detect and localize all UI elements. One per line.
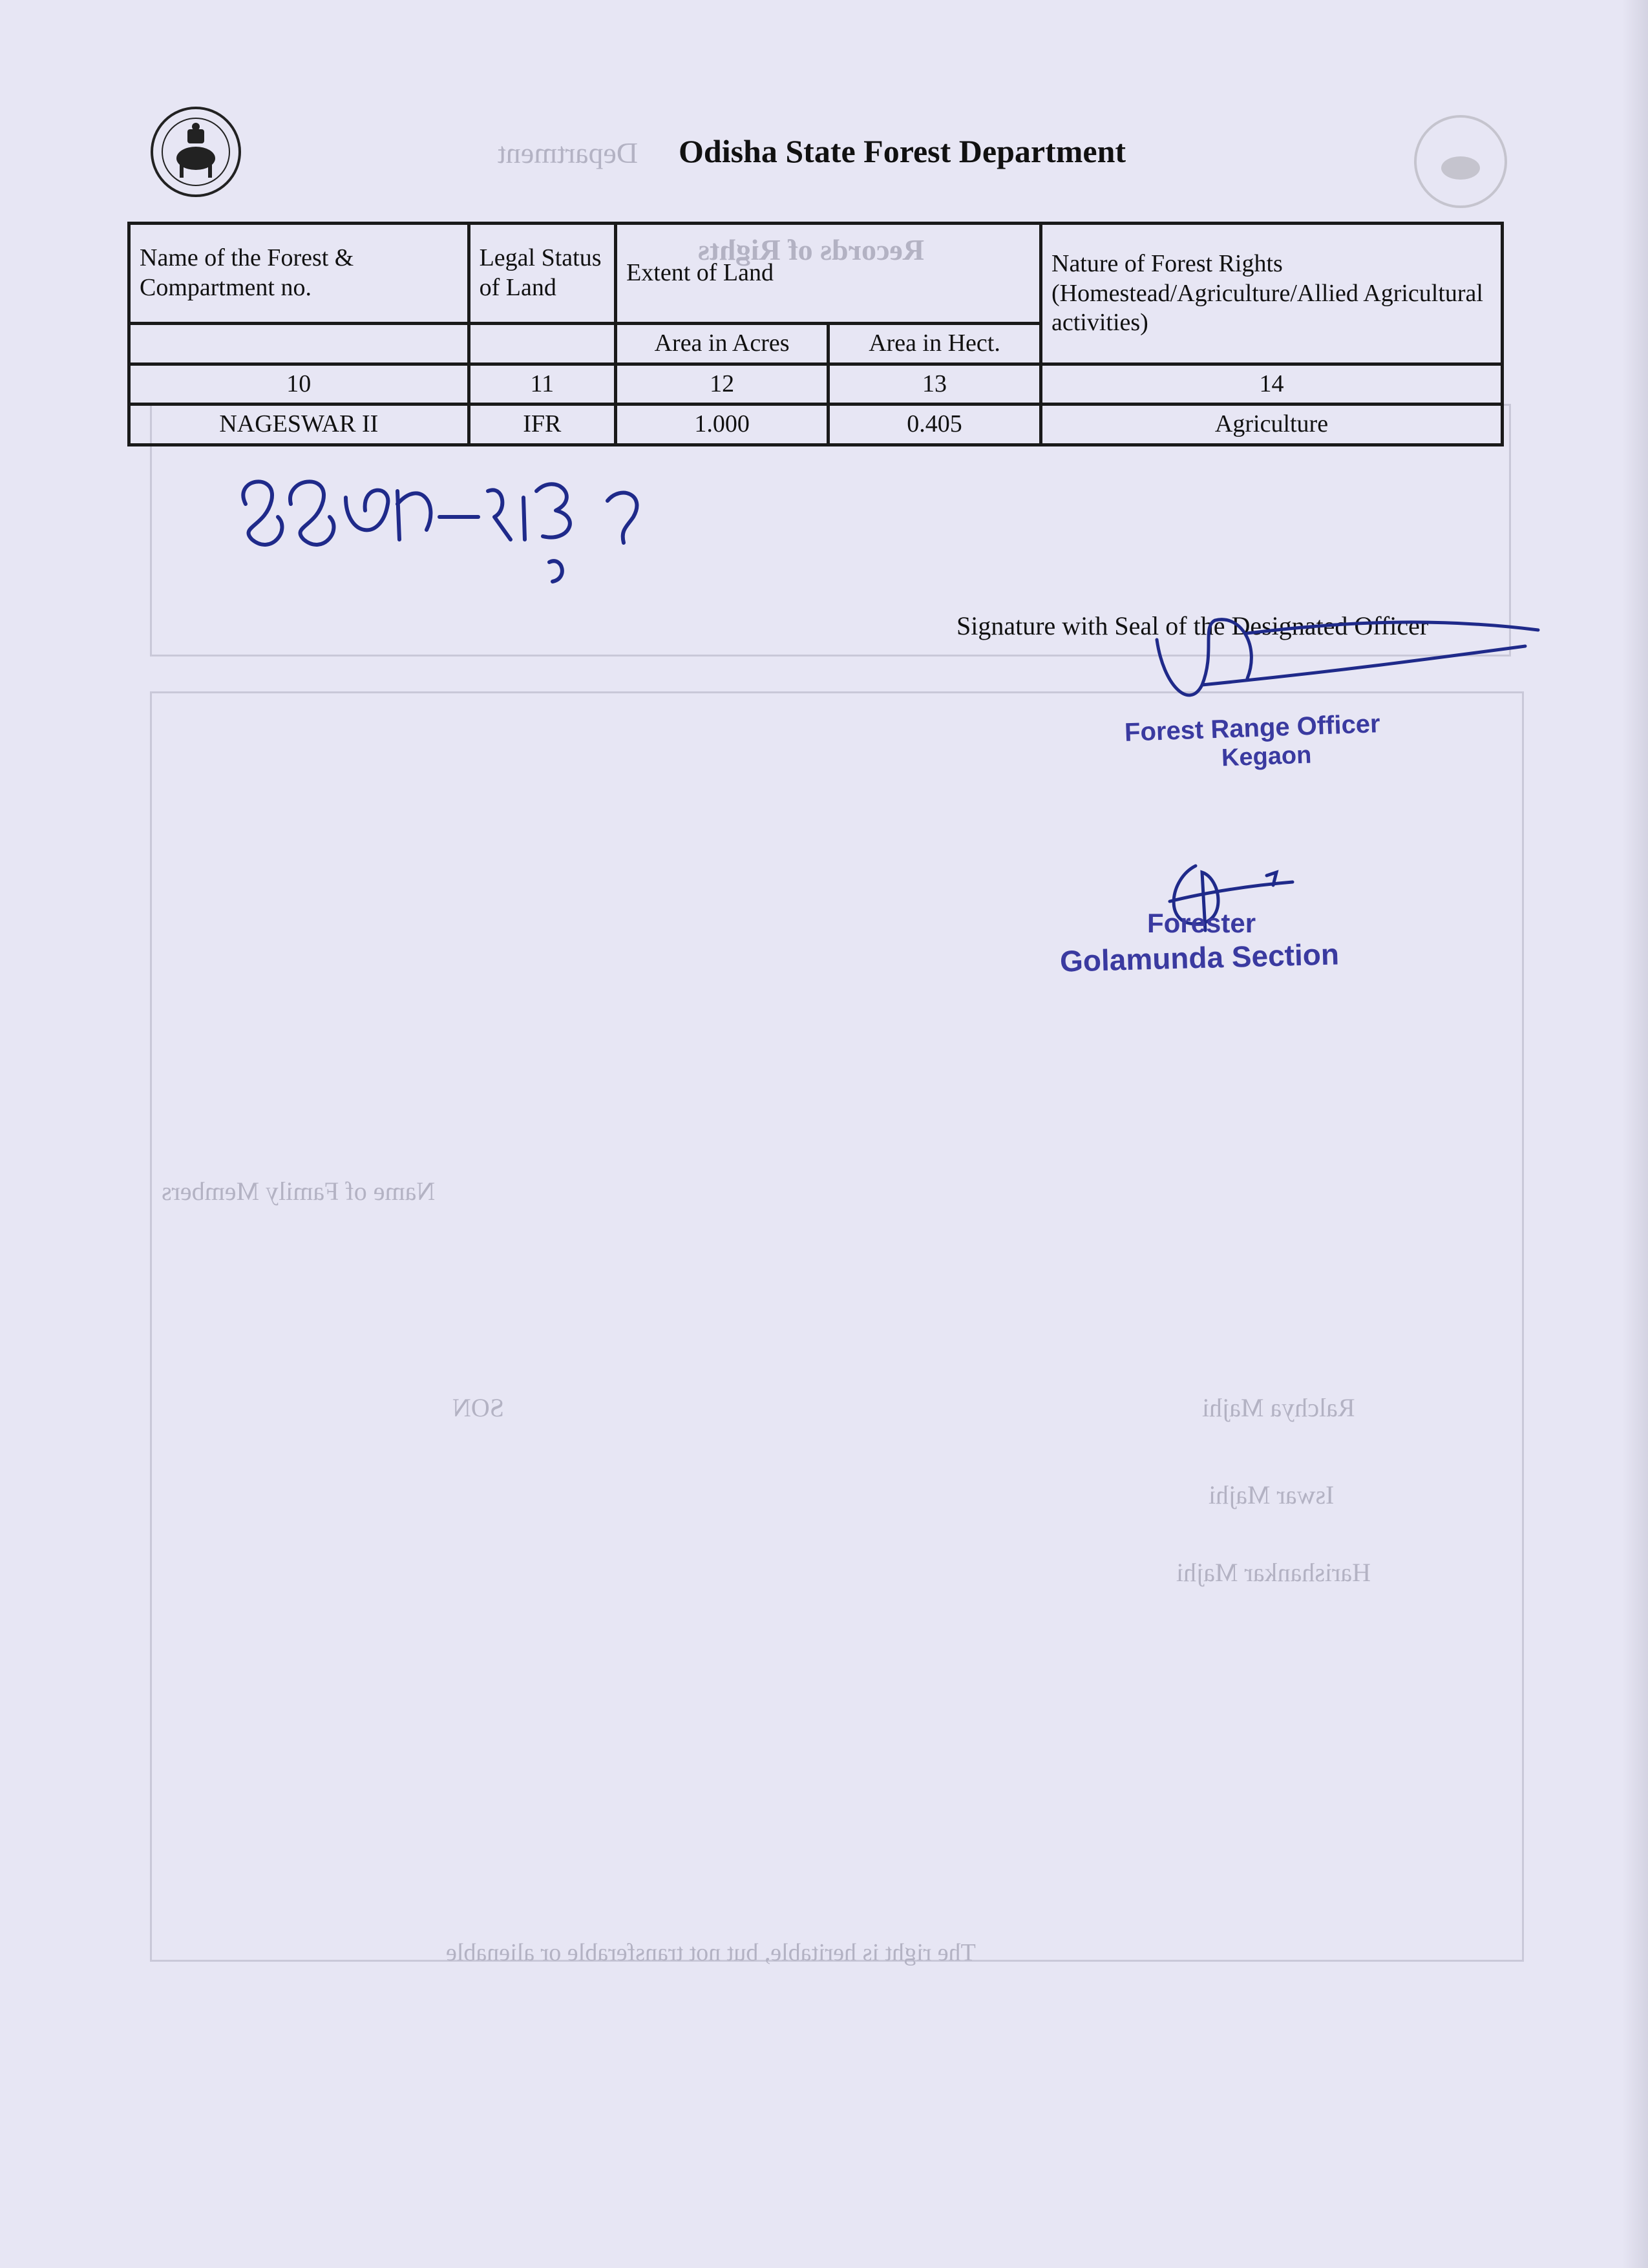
header-forest-name: Name of the Forest & Compartment no. [129, 224, 469, 324]
table-header-row [129, 224, 1503, 324]
bleed-through-text: Department [498, 136, 639, 169]
bleed-through-text: Harishankar Majhi [1176, 1558, 1371, 1587]
header-legal-status: Legal Status of Land [469, 224, 615, 324]
subheader-empty [469, 324, 615, 364]
cell-area-hect: 0.405 [829, 404, 1041, 445]
subheader-empty [129, 324, 469, 364]
bleed-through-text: Records of Rights [698, 233, 925, 266]
cell-legal-status: IFR [469, 404, 615, 445]
bleed-through-box-main [150, 691, 1524, 1962]
subheader-area-hect: Area in Hect. [829, 324, 1041, 364]
signature-label: Signature with Seal of the Designated Officer [956, 611, 1429, 640]
table-column-number-row [129, 364, 1503, 404]
cell-nature-of-rights: Agriculture [1041, 404, 1503, 445]
bleed-through-text: Iswar Majhi [1209, 1480, 1335, 1509]
header-nature-of-rights: Nature of Forest Rights (Homestead/Agriculture/Allied Agricultural activities) [1041, 224, 1503, 364]
bleed-through-text: Name of Family Members [162, 1177, 436, 1206]
column-number: 10 [129, 364, 469, 404]
page-title: Odisha State Forest Department [679, 133, 1126, 169]
header-extent-of-land: Extent of Land [616, 224, 1041, 324]
column-number: 14 [1041, 364, 1503, 404]
cell-area-acres: 1.000 [616, 404, 829, 445]
bleed-through-text: Ralchya Majhi [1202, 1393, 1355, 1422]
forest-rights-table [127, 222, 1504, 446]
table-row [129, 404, 1503, 445]
bleed-through-emblem-icon [1409, 110, 1512, 213]
odisha-emblem-icon [141, 103, 251, 200]
bleed-through-text: The right is heritable, but not transferable or alienable [446, 1939, 976, 1966]
forester-stamp-line1: Forester [1147, 908, 1256, 938]
forester-stamp-line2: Golamunda Section [1059, 937, 1340, 978]
subheader-area-acres: Area in Acres [616, 324, 829, 364]
cell-forest-name: NAGESWAR II [129, 404, 469, 445]
column-number: 12 [616, 364, 829, 404]
bleed-through-text: SON [452, 1393, 505, 1422]
page-edge-shadow [1622, 0, 1648, 2268]
column-number: 13 [829, 364, 1041, 404]
range-officer-stamp-line1: Forest Range Officer [1124, 709, 1381, 747]
handwritten-annotation [233, 465, 659, 594]
column-number: 11 [469, 364, 615, 404]
range-officer-stamp-line2: Kegaon [1221, 741, 1313, 772]
